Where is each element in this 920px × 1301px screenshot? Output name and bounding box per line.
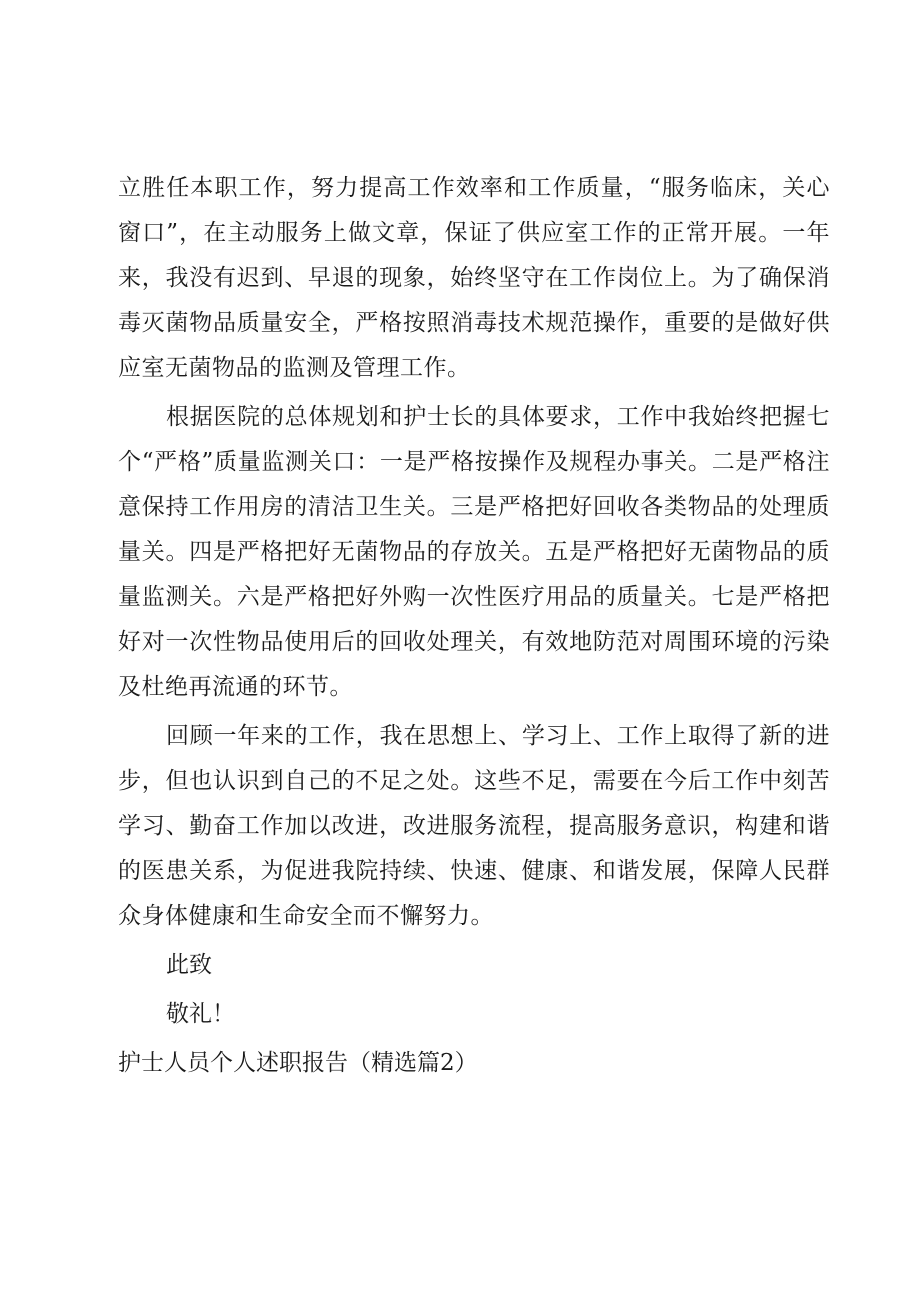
- paragraph-continuation: 立胜任本职工作，努力提高工作效率和工作质量，“服务临床，关心窗口”，在主动服务上做文章，保证了供应室工作的正常开展。一年来，我没有迟到、早退的现象，始终坚守在工作岗位上。为了确保消毒灭菌物品质量安全，严格按照消毒技术规范操作，重要的是做好供应室无菌物品的监测及管理工作。: [118, 175, 830, 381]
- next-section-heading: 护士人员个人述职报告（精选篇2）: [118, 1050, 478, 1076]
- document-body: [118, 166, 830, 1086]
- closing-salutation: 此致: [166, 952, 212, 978]
- paragraph-quality-checkpoints: 根据医院的总体规划和护士长的具体要求，工作中我始终把握七个“严格”质量监测关口：一是严格按操作及规程办事关。二是严格注意保持工作用房的清洁卫生关。三是严格把好回收各类物品的处理质量关。四是严格把好无菌物品的存放关。五是严格把好无菌物品的质量监测关。六是严格把好外购一次性医疗用品的质量关。七是严格把好对一次性物品使用后的回收处理关，有效地防范对周围环境的污染及杜绝再流通的环节。: [118, 404, 830, 700]
- paragraph-review: 回顾一年来的工作，我在思想上、学习上、工作上取得了新的进步，但也认识到自己的不足之处。这些不足，需要在今后工作中刻苦学习、勤奋工作加以改进，改进服务流程，提高服务意识，构建和谐的医患关系，为促进我院持续、快速、健康、和谐发展，保障人民群众身体健康和生命安全而不懈努力。: [118, 723, 830, 929]
- closing-regards: 敬礼！: [166, 1001, 235, 1027]
